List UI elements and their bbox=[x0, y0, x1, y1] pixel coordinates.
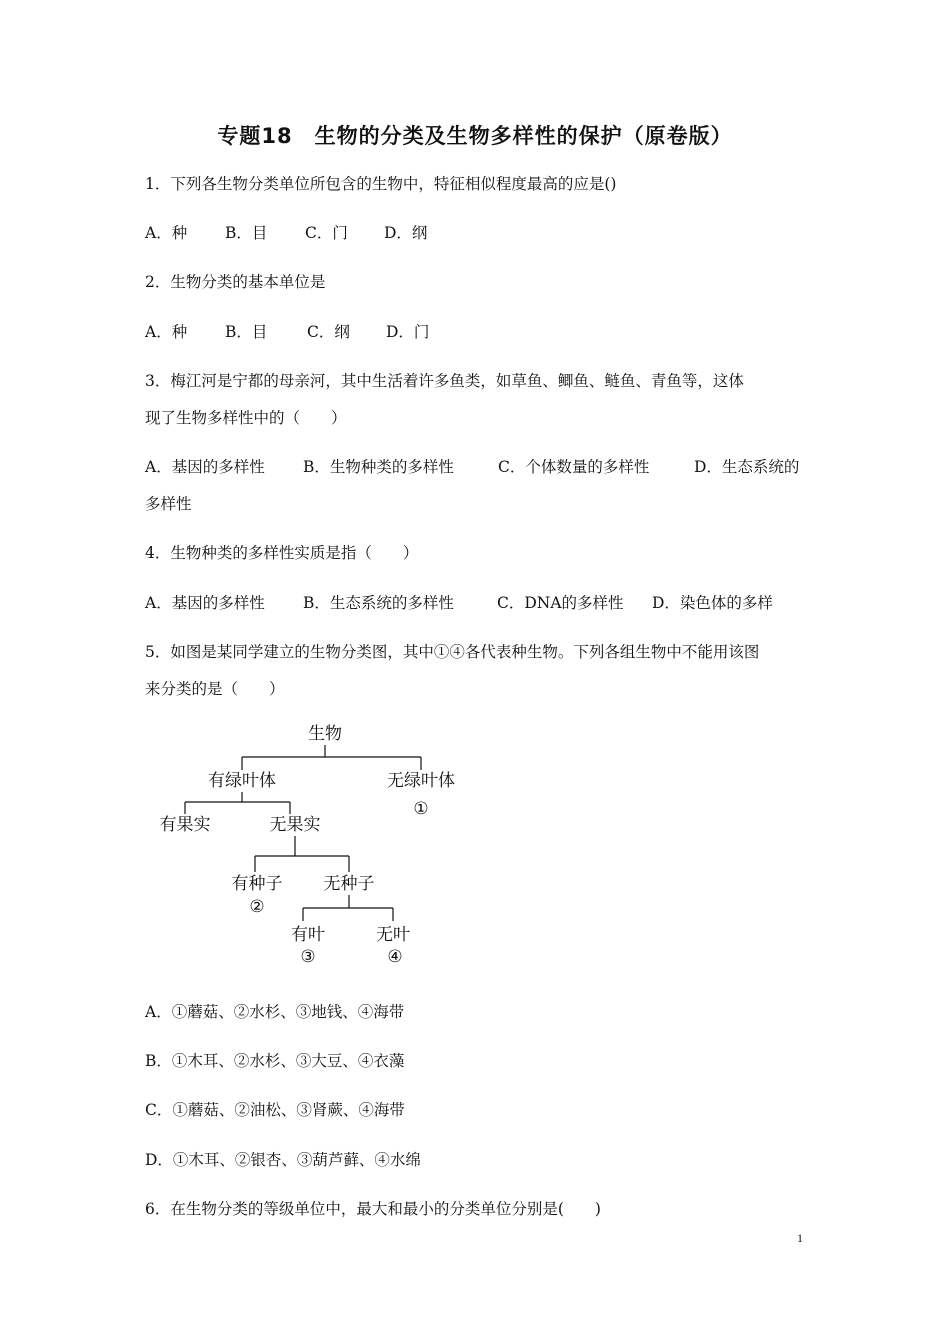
node-noleaf: 无叶 bbox=[376, 925, 410, 945]
label-3: ③ bbox=[300, 947, 316, 967]
question-3-stem-line1: 3．梅江河是宁都的母亲河，其中生活着许多鱼类，如草鱼、鲫鱼、鲢鱼、青鱼等，这体 bbox=[145, 372, 744, 390]
option-d: D．生态系统的 bbox=[694, 458, 800, 476]
question-4-stem: 4．生物种类的多样性实质是指（ ） bbox=[145, 544, 419, 562]
option-d: D．门 bbox=[386, 323, 430, 341]
question-5-option-b: B．①木耳、②水杉、③大豆、④衣藻 bbox=[145, 1052, 405, 1070]
question-2-stem: 2．生物分类的基本单位是 bbox=[145, 273, 326, 291]
question-5-stem-line2: 来分类的是（ ） bbox=[145, 680, 285, 698]
question-5-stem-line1: 5．如图是某同学建立的生物分类图，其中①④各代表种生物。下列各组生物中不能用该图 bbox=[145, 643, 760, 661]
option-c: C．DNA的多样性 bbox=[497, 594, 624, 612]
node-nofruit: 无果实 bbox=[269, 815, 321, 835]
document-title: 专题18 生物的分类及生物多样性的保护（原卷版） bbox=[217, 124, 733, 148]
question-2-options bbox=[145, 320, 429, 342]
node-seed: 有种子 bbox=[231, 874, 283, 894]
question-5-option-d: D．①木耳、②银杏、③葫芦藓、④水绵 bbox=[145, 1151, 421, 1169]
question-3-options bbox=[145, 455, 799, 477]
label-2: ② bbox=[249, 897, 265, 917]
question-6-stem: 6．在生物分类的等级单位中，最大和最小的分类单位分别是( ) bbox=[145, 1200, 601, 1218]
option-c: C．门 bbox=[305, 224, 348, 242]
option-a: A．种 bbox=[145, 224, 188, 242]
option-a: A．基因的多样性 bbox=[145, 594, 265, 612]
node-root: 生物 bbox=[308, 724, 342, 744]
node-nogreen: 无绿叶体 bbox=[387, 771, 455, 791]
question-4-options bbox=[145, 591, 773, 613]
node-green: 有绿叶体 bbox=[208, 771, 276, 791]
option-a: A．种 bbox=[145, 323, 188, 341]
option-c: C．个体数量的多样性 bbox=[498, 458, 650, 476]
option-d: D．染色体的多样 bbox=[652, 594, 773, 612]
option-a: A．基因的多样性 bbox=[145, 458, 265, 476]
option-b: B．目 bbox=[225, 224, 268, 242]
question-1-stem: 1．下列各生物分类单位所包含的生物中，特征相似程度最高的应是() bbox=[145, 175, 617, 193]
label-1: ① bbox=[413, 799, 429, 819]
option-b: B．生态系统的多样性 bbox=[303, 594, 454, 612]
question-3-options-line2: 多样性 bbox=[145, 495, 192, 513]
node-noseed: 无种子 bbox=[323, 874, 375, 894]
option-d: D．纲 bbox=[384, 224, 428, 242]
question-5-option-c: C．①蘑菇、②油松、③肾蕨、④海带 bbox=[145, 1101, 405, 1119]
label-4: ④ bbox=[387, 947, 403, 967]
node-fruit: 有果实 bbox=[159, 815, 211, 835]
node-leaf: 有叶 bbox=[291, 925, 325, 945]
page-number: 1 bbox=[797, 1231, 803, 1245]
classification-tree-diagram bbox=[145, 712, 465, 972]
question-1-options bbox=[145, 221, 427, 243]
option-b: B．目 bbox=[225, 323, 268, 341]
option-c: C．纲 bbox=[307, 323, 350, 341]
option-b: B．生物种类的多样性 bbox=[303, 458, 454, 476]
question-3-stem-line2: 现了生物多样性中的（ ） bbox=[145, 409, 347, 427]
question-5-option-a: A．①蘑菇、②水杉、③地钱、④海带 bbox=[145, 1003, 405, 1021]
